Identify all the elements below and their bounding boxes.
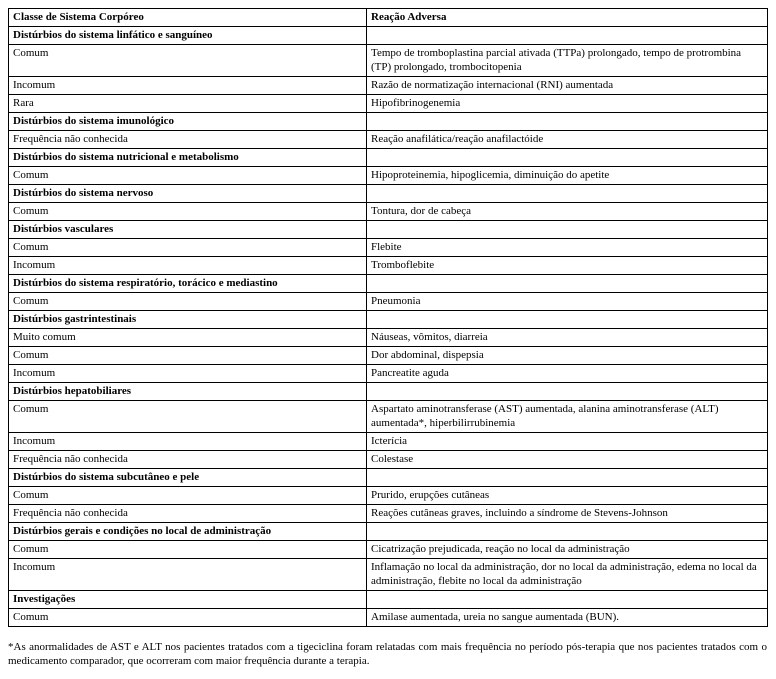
reaction-cell: Reações cutâneas graves, incluindo a síndrome de Stevens-Johnson <box>367 505 768 523</box>
reaction-cell: Náuseas, vômitos, diarreia <box>367 329 768 347</box>
frequency-cell: Rara <box>9 95 367 113</box>
reaction-cell: Dor abdominal, dispepsia <box>367 347 768 365</box>
reaction-cell: Flebite <box>367 239 768 257</box>
frequency-cell: Incomum <box>9 433 367 451</box>
table-row <box>9 77 768 95</box>
section-title: Distúrbios do sistema respiratório, torácico e mediastino <box>9 275 367 293</box>
frequency-cell: Frequência não conhecida <box>9 131 367 149</box>
table-row <box>9 167 768 185</box>
section-empty-cell <box>367 185 768 203</box>
section-empty-cell <box>367 275 768 293</box>
frequency-cell: Comum <box>9 239 367 257</box>
table-row <box>9 487 768 505</box>
adverse-reactions-table <box>8 8 768 627</box>
frequency-cell: Comum <box>9 609 367 627</box>
section-row <box>9 185 768 203</box>
section-row <box>9 221 768 239</box>
section-title: Distúrbios gerais e condições no local de administração <box>9 523 367 541</box>
reaction-cell: Hipofibrinogenemia <box>367 95 768 113</box>
frequency-cell: Comum <box>9 45 367 77</box>
reaction-cell: Amilase aumentada, ureia no sangue aumentada (BUN). <box>367 609 768 627</box>
reaction-cell: Razão de normatização internacional (RNI) aumentada <box>367 77 768 95</box>
frequency-cell: Comum <box>9 347 367 365</box>
section-title: Distúrbios gastrintestinais <box>9 311 367 329</box>
section-title: Distúrbios hepatobiliares <box>9 383 367 401</box>
reaction-cell: Inflamação no local da administração, dor no local da administração, edema no local da administração, flebite no local da administração <box>367 559 768 591</box>
frequency-cell: Incomum <box>9 559 367 591</box>
table-row <box>9 433 768 451</box>
section-row <box>9 311 768 329</box>
reaction-cell: Tempo de tromboplastina parcial ativada (TTPa) prolongado, tempo de protrombina (TP) prolongado, trombocitopenia <box>367 45 768 77</box>
section-title: Distúrbios vasculares <box>9 221 367 239</box>
section-empty-cell <box>367 591 768 609</box>
table-row <box>9 505 768 523</box>
table-row <box>9 347 768 365</box>
section-title: Distúrbios do sistema imunológico <box>9 113 367 131</box>
section-row <box>9 113 768 131</box>
reaction-cell: Reação anafilática/reação anafilactóide <box>367 131 768 149</box>
reaction-cell: Pneumonia <box>367 293 768 311</box>
table-header-row <box>9 9 768 27</box>
section-title: Investigações <box>9 591 367 609</box>
section-empty-cell <box>367 149 768 167</box>
reaction-cell: Colestase <box>367 451 768 469</box>
table-row <box>9 329 768 347</box>
section-row <box>9 27 768 45</box>
frequency-cell: Comum <box>9 293 367 311</box>
frequency-cell: Incomum <box>9 77 367 95</box>
frequency-cell: Comum <box>9 203 367 221</box>
frequency-cell: Frequência não conhecida <box>9 451 367 469</box>
frequency-cell: Comum <box>9 167 367 185</box>
section-title: Distúrbios do sistema linfático e sanguíneo <box>9 27 367 45</box>
section-row <box>9 591 768 609</box>
table-row <box>9 365 768 383</box>
reaction-cell: Aspartato aminotransferase (AST) aumentada, alanina aminotransferase (ALT) aumentada*, hiperbilirrubinemia <box>367 401 768 433</box>
section-empty-cell <box>367 311 768 329</box>
table-row <box>9 257 768 275</box>
frequency-cell: Comum <box>9 401 367 433</box>
section-empty-cell <box>367 113 768 131</box>
frequency-cell: Incomum <box>9 257 367 275</box>
frequency-cell: Comum <box>9 541 367 559</box>
section-row <box>9 275 768 293</box>
table-row <box>9 609 768 627</box>
frequency-cell: Incomum <box>9 365 367 383</box>
section-empty-cell <box>367 469 768 487</box>
reaction-cell: Tromboflebite <box>367 257 768 275</box>
section-title: Distúrbios do sistema subcutâneo e pele <box>9 469 367 487</box>
document-page <box>8 8 767 679</box>
reaction-cell: Hipoproteinemia, hipoglicemia, diminuição do apetite <box>367 167 768 185</box>
section-title: Distúrbios do sistema nutricional e metabolismo <box>9 149 367 167</box>
table-row <box>9 239 768 257</box>
section-empty-cell <box>367 27 768 45</box>
table-row <box>9 45 768 77</box>
section-title: Distúrbios do sistema nervoso <box>9 185 367 203</box>
table-row <box>9 203 768 221</box>
table-row <box>9 541 768 559</box>
reaction-cell: Pancreatite aguda <box>367 365 768 383</box>
table-body <box>9 27 768 627</box>
frequency-cell: Comum <box>9 487 367 505</box>
section-row <box>9 523 768 541</box>
section-empty-cell <box>367 383 768 401</box>
table-row <box>9 293 768 311</box>
footnote: *As anormalidades de AST e ALT nos pacientes tratados com a tigeciclina foram relatadas com mais frequência no período pós-terapia que nos pacientes tratados com o medicamento comparador, que ocorreram com maior frequência durante a terapia. <box>8 641 767 667</box>
table-row <box>9 131 768 149</box>
section-row <box>9 149 768 167</box>
reaction-cell: Cicatrização prejudicada, reação no local da administração <box>367 541 768 559</box>
reaction-cell: Tontura, dor de cabeça <box>367 203 768 221</box>
frequency-cell: Frequência não conhecida <box>9 505 367 523</box>
table-row <box>9 401 768 433</box>
section-row <box>9 383 768 401</box>
header-system-class: Classe de Sistema Corpóreo <box>9 9 367 27</box>
section-empty-cell <box>367 523 768 541</box>
table-row <box>9 95 768 113</box>
frequency-cell: Muito comum <box>9 329 367 347</box>
table-header <box>9 9 768 27</box>
reaction-cell: Icterícia <box>367 433 768 451</box>
section-row <box>9 469 768 487</box>
table-row <box>9 559 768 591</box>
table-row <box>9 451 768 469</box>
reaction-cell: Prurido, erupções cutâneas <box>367 487 768 505</box>
section-empty-cell <box>367 221 768 239</box>
header-adverse-reaction: Reação Adversa <box>367 9 768 27</box>
